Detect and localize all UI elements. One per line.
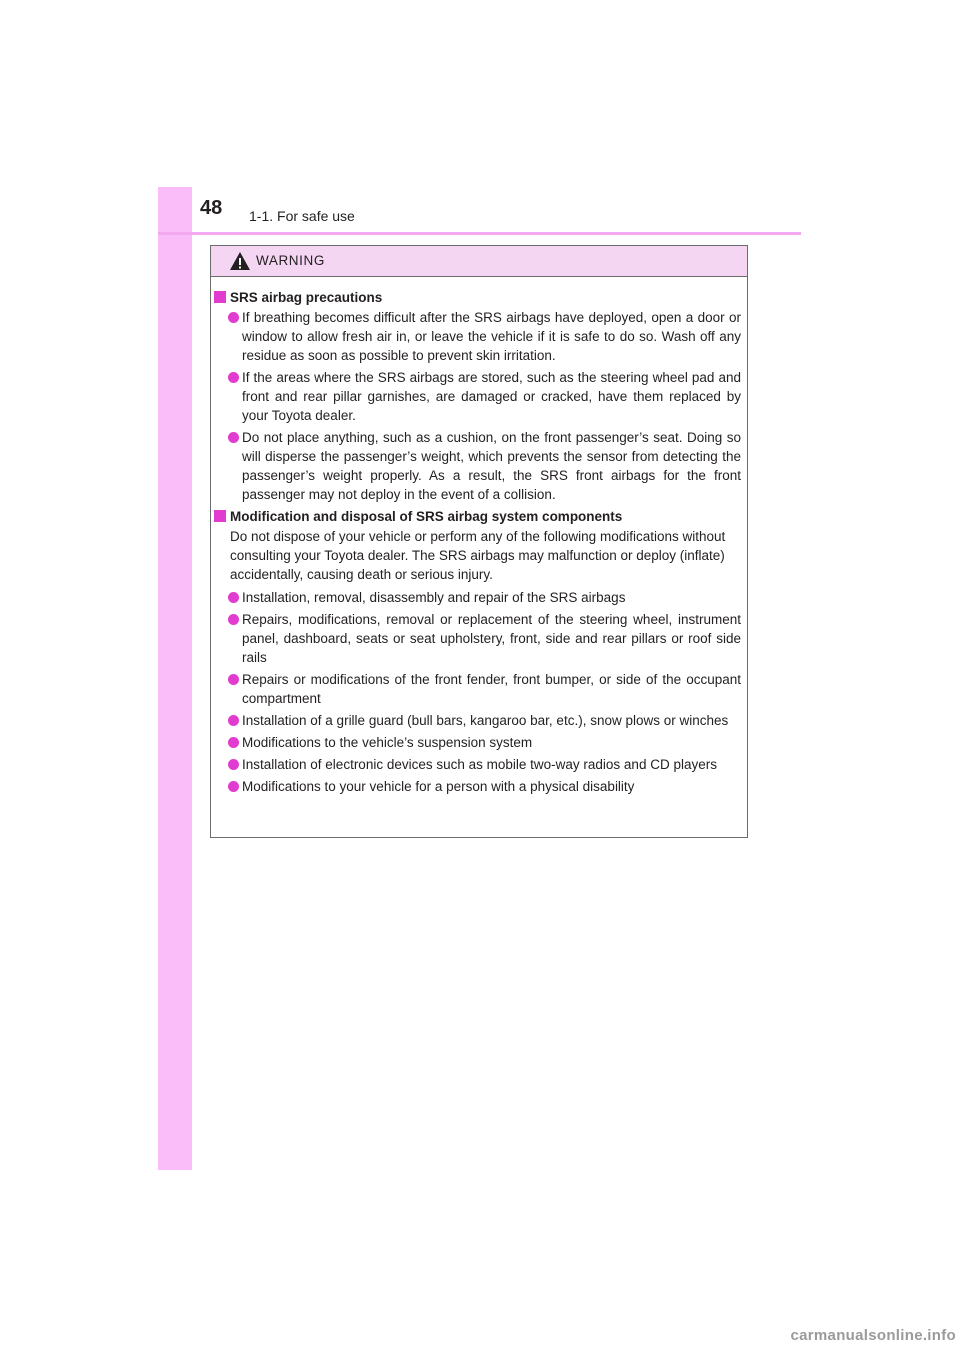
section-heading: Modification and disposal of SRS airbag system components	[211, 507, 747, 526]
list-item: Repairs, modifications, removal or replacement of the steering wheel, instrument panel, dashboard, seats or seat upholstery, front, side and rear pillars or roof side rails	[211, 610, 747, 667]
square-bullet-icon	[214, 291, 226, 303]
warning-header	[211, 246, 747, 277]
warning-label: WARNING	[256, 253, 325, 268]
circle-bullet-icon	[228, 781, 239, 792]
section-title: 1-1. For safe use	[249, 208, 355, 224]
list-item: Modifications to the vehicle’s suspension system	[211, 733, 747, 752]
circle-bullet-icon	[228, 737, 239, 748]
list-item: Do not place anything, such as a cushion, on the front passenger’s seat. Doing so will disperse the passenger’s weight, which prevents the sensor from detecting the passenger’s weight properly. As a result, the SRS front airbags for the front passenger may not deploy in the event of a collision.	[211, 428, 747, 504]
list-item: Repairs or modifications of the front fender, front bumper, or side of the occupant compartment	[211, 670, 747, 708]
warning-content	[211, 288, 747, 799]
circle-bullet-icon	[228, 312, 239, 323]
circle-bullet-icon	[228, 759, 239, 770]
circle-bullet-icon	[228, 592, 239, 603]
circle-bullet-icon	[228, 674, 239, 685]
square-bullet-icon	[214, 510, 226, 522]
list-item: Modifications to your vehicle for a person with a physical disability	[211, 777, 747, 796]
list-item: Installation of a grille guard (bull bars, kangaroo bar, etc.), snow plows or winches	[211, 711, 747, 730]
header-rule	[158, 232, 801, 235]
circle-bullet-icon	[228, 715, 239, 726]
section-intro: Do not dispose of your vehicle or perform any of the following modifications without consulting your Toyota dealer. The SRS airbags may malfunction or deploy (inflate) accidentally, causing death or serious injury.	[230, 529, 726, 582]
list-item: Installation, removal, disassembly and repair of the SRS airbags	[211, 588, 747, 607]
list-item: If the areas where the SRS airbags are stored, such as the steering wheel pad and front and rear pillar garnishes, are damaged or cracked, have them replaced by your Toyota dealer.	[211, 368, 747, 425]
circle-bullet-icon	[228, 372, 239, 383]
side-tab	[158, 187, 192, 1170]
circle-bullet-icon	[228, 432, 239, 443]
warning-triangle-icon	[229, 251, 251, 271]
page-number: 48	[200, 197, 223, 219]
list-item: Installation of electronic devices such as mobile two-way radios and CD players	[211, 755, 747, 774]
watermark: carmanualsonline.info	[790, 1327, 956, 1344]
circle-bullet-icon	[228, 614, 239, 625]
section-heading: SRS airbag precautions	[211, 288, 747, 307]
warning-box	[210, 245, 748, 838]
list-item: If breathing becomes difficult after the SRS airbags have deployed, open a door or window to allow fresh air in, or leave the vehicle if it is safe to do so. Wash off any residue as soon as possible to prevent skin irritation.	[211, 308, 747, 365]
